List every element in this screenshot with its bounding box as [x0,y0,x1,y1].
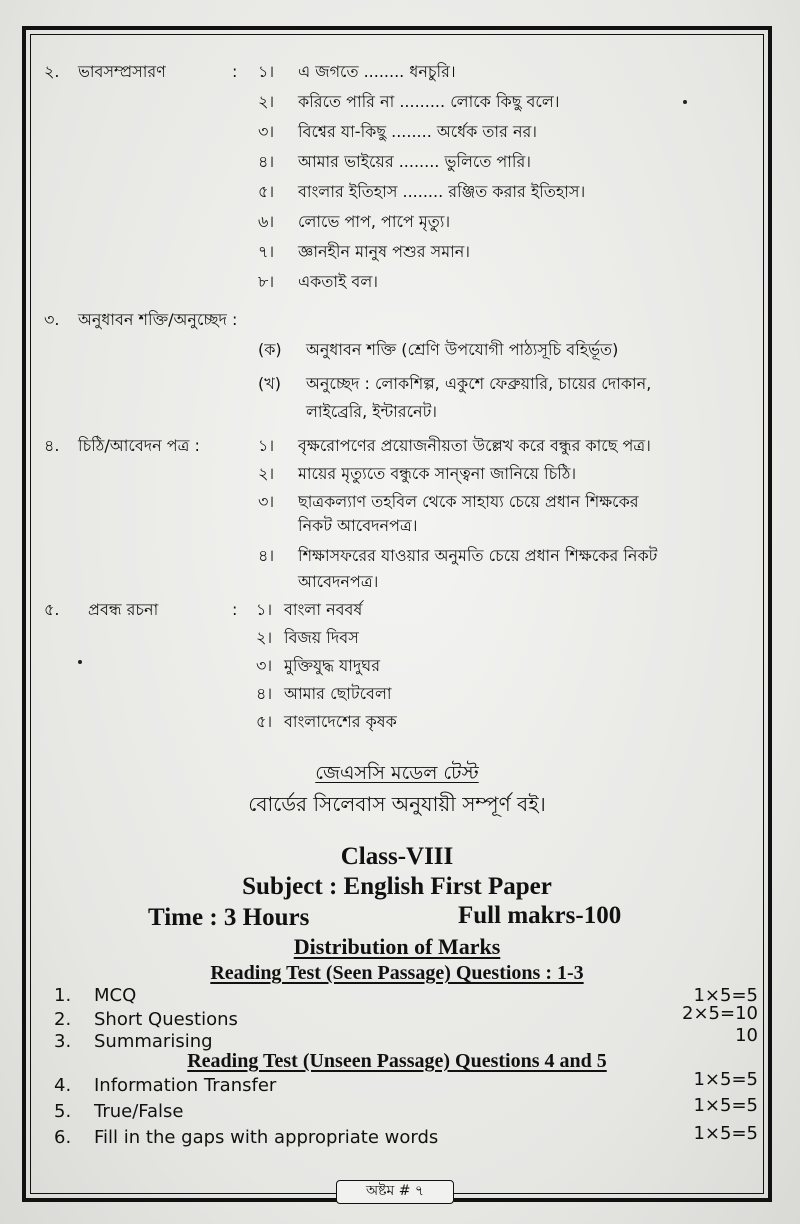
s3-a-text: অনুধাবন শক্তি (শ্রেণি উপযোগী পাঠ্যসূচি বহির্ভূত) [306,340,619,359]
s2-item-number: ১। [258,62,275,81]
full-marks-heading: Full makrs-100 [458,902,622,929]
mark-item-label: MCQ [94,985,137,1006]
mark-item-value: 2×5=10 [682,1003,758,1024]
s2-item-text: বিশ্বের যা-কিছু ........ অর্ধেক তার নর। [298,122,538,141]
s4-item-number: ৩। [258,492,275,511]
section-5-colon: : [232,600,238,619]
s3-b-text: অনুচ্ছেদ : লোকশিল্প, একুশে ফেব্রুয়ারি, চায়ের দোকান, [306,374,652,393]
mark-item-label: Summarising [94,1031,213,1052]
s2-item-text: লোভে পাপ, পাপে মৃত্যু। [298,212,451,231]
s2-item-number: ৮। [258,272,275,291]
mark-item-number: 2. [54,1009,72,1030]
page-number-tag: অষ্টম # ৭ [336,1180,454,1204]
model-test-title: জেএসসি মডেল টেস্ট [315,762,479,784]
s3-b-text: লাইব্রেরি, ইন্টারনেট। [306,402,438,421]
s5-item-text: বিজয় দিবস [284,628,359,647]
mark-item-value: 1×5=5 [693,1123,758,1144]
s4-item-text: শিক্ষাসফরের যাওয়ার অনুমতি চেয়ে প্রধান শিক্ষকের নিকট [298,546,658,565]
s3-b-label: (খ) [258,374,281,393]
s2-item-number: ৩। [258,122,275,141]
s5-item-number: ৫। [256,712,273,731]
s2-item-text: করিতে পারি না ......... লোকে কিছু বলে। [298,92,560,111]
mark-item-number: 1. [54,985,72,1006]
mark-item-value: 1×5=5 [693,1069,758,1090]
mark-item-value: 10 [735,1025,758,1046]
mark-item-value: 1×5=5 [693,985,758,1006]
unseen-passage-heading: Reading Test (Unseen Passage) Questions 4 and 5 [187,1050,607,1072]
mark-item-label: Short Questions [94,1009,238,1030]
mark-item-number: 5. [54,1101,72,1122]
s5-item-number: ৩। [256,656,273,675]
s4-item-text: ছাত্রকল্যাণ তহবিল থেকে সাহায্য চেয়ে প্রধান শিক্ষকের [298,492,639,511]
s5-item-number: ৪। [256,684,273,703]
seen-passage-heading: Reading Test (Seen Passage) Questions : 1-3 [210,962,584,984]
s4-item-number: ১। [258,436,275,455]
s3-a-label: (ক) [258,340,282,359]
speck-mark [683,100,687,104]
s2-item-text: জ্ঞানহীন মানুষ পশুর সমান। [298,242,470,261]
mark-item-number: 6. [54,1127,72,1148]
s5-item-number: ১। [256,600,273,619]
s2-item-text: একতাই বল। [298,272,378,291]
class-heading: Class-VIII [340,843,454,870]
s2-item-number: ৭। [258,242,275,261]
section-4-number: ৪. [44,436,60,455]
s2-item-number: ৪। [258,152,275,171]
s5-item-text: মুক্তিযুদ্ধ যাদুঘর [284,656,380,675]
s4-item-number: ৪। [258,546,275,565]
s2-item-number: ৫। [258,182,275,201]
section-2-number: ২. [44,62,60,81]
mark-item-number: 4. [54,1075,72,1096]
s2-item-text: আমার ভাইয়ের ........ ভুলিতে পারি। [298,152,532,171]
distribution-heading: Distribution of Marks [293,934,501,959]
s4-item-text: মায়ের মৃত্যুতে বন্ধুকে সান্ত্বনা জানিয়ে চিঠি। [298,464,577,483]
section-5-number: ৫. [44,600,60,619]
s2-item-number: ৬। [258,212,275,231]
s5-item-number: ২। [256,628,273,647]
section-2-title: ভাবসম্প্রসারণ [78,62,166,81]
s5-item-text: আমার ছোটবেলা [284,684,392,703]
s4-item-text: আবেদনপত্র। [298,572,379,591]
mark-item-number: 3. [54,1031,72,1052]
section-2-colon: : [232,62,238,81]
model-test-subtitle: বোর্ডের সিলেবাস অনুযায়ী সম্পূর্ণ বই। [248,792,546,816]
s4-item-text: নিকট আবেদনপত্র। [298,516,418,535]
s2-item-number: ২। [258,92,275,111]
s5-item-text: বাংলাদেশের কৃষক [284,712,397,731]
mark-item-label: Fill in the gaps with appropriate words [94,1127,439,1148]
section-3-number: ৩. [44,310,60,329]
s4-item-text: বৃক্ষরোপণের প্রয়োজনীয়তা উল্লেখ করে বন্ধুর কাছে পত্র। [298,436,651,455]
time-heading: Time : 3 Hours [148,904,310,931]
speck-mark [78,660,82,664]
mark-item-label: Information Transfer [94,1075,277,1096]
section-3-title: অনুধাবন শক্তি/অনুচ্ছেদ : [78,310,238,329]
section-5-title: প্রবন্ধ রচনা [88,600,159,619]
s2-item-text: এ জগতে ........ ধনচুরি। [298,62,456,81]
subject-heading: Subject : English First Paper [242,873,552,900]
mark-item-label: True/False [94,1101,184,1122]
s5-item-text: বাংলা নববর্ষ [284,600,363,619]
mark-item-value: 1×5=5 [693,1095,758,1116]
s2-item-text: বাংলার ইতিহাস ........ রঞ্জিত করার ইতিহাস। [298,182,586,201]
section-4-title: চিঠি/আবেদন পত্র : [78,436,200,455]
s4-item-number: ২। [258,464,275,483]
